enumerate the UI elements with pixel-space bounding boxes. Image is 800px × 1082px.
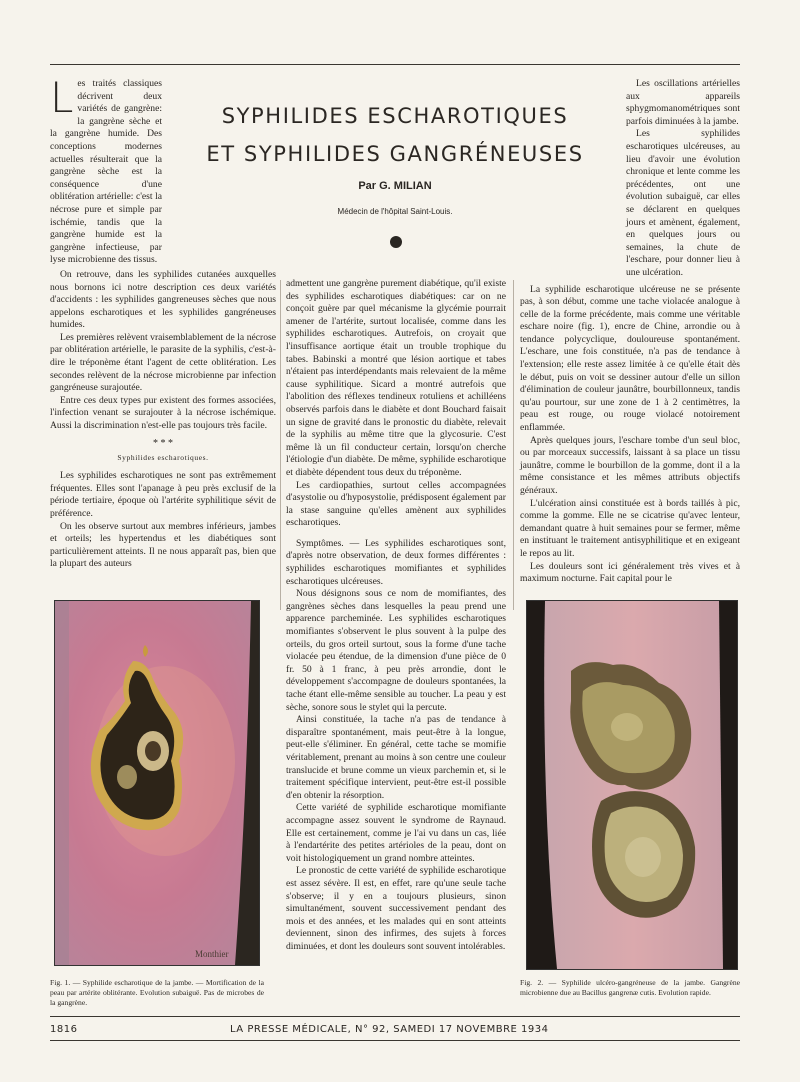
paragraph: Après quelques jours, l'eschare tombe d'un seul bloc, ou par morceaux successifs, laissant à sa place un tissu jaunâtre, comme le bourbillon de la gomme, dont il a la même consistance et les mêmes attributs objectifs généraux.: [520, 434, 740, 496]
col3-top-block: [626, 78, 740, 280]
paragraph: Les syphilides escharotiques ulcéreuses, au lieu d'avoir une évolution chronique et lente comme les précédentes, ont une évolution subaiguë, car elles se déclarent en quelques jours et amènent, également, en quelques jours ou semaines, la chute de l'eschare, pour donner lieu à une ulcération.: [626, 128, 740, 278]
column-2: [286, 278, 506, 953]
footer: [50, 1024, 740, 1035]
paragraph: On retrouve, dans les syphilides cutanées auxquelles nous bornons ici notre description ces deux variétés d'accidents : les syphilides gangreneuses sèches que nous appelons escharotiques et les syphilides gangréneuses humides.: [50, 268, 276, 331]
paragraph: Les cardiopathies, surtout celles accompagnées d'asystolie ou d'hyposystolie, prédisposent également par la stase sanguine qu'elles amènent aux syphilides escharotiques.: [286, 479, 506, 529]
figure-1-image: [54, 600, 260, 966]
paragraph: Symptômes. — Les syphilides escharotiques sont, d'après notre observation, de deux formes différentes : syphilides escharotiques momifiantes et syphilides escharotiques ulcéreuses.: [286, 537, 506, 587]
paragraph: Les oscillations artérielles aux appareils sphygmomanométriques sont parfois diminuées à la jambe.: [626, 78, 740, 127]
title-line-2: ET SYPHILIDES GANGRÉNEUSES: [206, 142, 584, 166]
figure-2-image: [526, 600, 738, 970]
paragraph: Entre ces deux types pur existent des formes associées, l'infection venant se surajouter à la nécrose ischémique. Aussi la discrimination n'est-elle pas toujours très facile.: [50, 394, 276, 432]
column-rule: [280, 280, 281, 610]
paragraph: Cette variété de syphilide escharotique momifiante accompagne assez souvent le syndrome de Raynaud. Elle est certainement, comme je l'ai vu dans un cas, liée à l'endartérite des petites artérioles de la peau, dont on voit histologiquement un grand nombre atteintes.: [286, 802, 506, 864]
dropcap: L: [50, 73, 74, 122]
author: Par G. MILIAN: [358, 180, 432, 192]
top-rule: [50, 64, 740, 65]
paragraph: Ainsi constituée, la tache n'a pas de tendance à disparaître spontanément, mais peut-être à la longue, peut-elle s'éliminer. En général, cette tache se momifie véritablement, prenant au moins à son centre une couleur translucide et brune comme un vieux parchemin et, si le traitement spécifique intervient, peut-être est-il possible d'en obtenir la résorption.: [286, 714, 506, 801]
figure-1-signature: Monthier: [195, 949, 229, 959]
title-line-1: SYPHILIDES ESCHAROTIQUES: [221, 104, 569, 128]
footer-rule-bottom: [50, 1040, 740, 1041]
column-rule: [513, 280, 514, 610]
figure-1-illustration: [55, 601, 259, 965]
section-heading: Syphilides escharotiques.: [117, 452, 209, 462]
affiliation: Médecin de l'hôpital Saint-Louis.: [337, 207, 453, 216]
paragraph: Les syphilides escharotiques ne sont pas extrêmement fréquentes. Elles sont l'apanage à peu près exclusif de la période tertiaire, époque où l'artérite syphilitique sévit de préférence.: [50, 470, 276, 519]
paragraph: Nous désignons sous ce nom de momifiantes, des gangrènes sèches dans lesquelles la peau prend une apparence parcheminée. Les syphilides escharotiques momifiantes s'observent le plus souvent à la pulpe des orteils, du gros orteil surtout, sous la forme d'une tache violacée peu étendue, de la dimension d'une pièce de 0 fr. 50 à 1 franc, à peu près arrondie, dont le développement s'accompagne de douleurs spontanées, la tache étant elle-même sensible au toucher. La peau y est sèche, sonore sous le stylet qui la percute.: [286, 588, 506, 713]
page-number: 1816: [50, 1024, 78, 1035]
section-stars: * * *: [153, 437, 173, 449]
figure-2-caption: Fig. 2. — Syphilide ulcéro-gangréneuse de la jambe. Gangrène microbienne due au Bacillus gangrenæ cutis. Evolution rapide.: [520, 978, 740, 997]
figure-1-caption: Fig. 1. — Syphilide escharotique de la jambe. — Mortification de la peau par artérite oblitérante. Evolution subaiguë. Pas de microbes de la gangrène.: [50, 978, 264, 1007]
figure-2-illustration: [527, 601, 737, 969]
paragraph: Les douleurs sont ici généralement très vives et à maximum nocturne. Fait capital pour le: [520, 560, 740, 585]
paragraph: On les observe surtout aux membres inférieurs, jambes et orteils; les hypertendus et les diabétiques sont particulièrement atteints. Il ne nous apparaît pas, bien que la plupart des auteurs: [50, 520, 276, 570]
journal-info: LA PRESSE MÉDICALE, N° 92, SAMEDI 17 NOVEMBRE 1934: [230, 1024, 549, 1035]
footer-rule-top: [50, 1016, 740, 1017]
paragraph: admettent une gangrène purement diabétique, qu'il existe des syphilides escharotiques diabétiques: car on ne conçoit guère par quel mécanisme la glycémie pourrait amener de l'artérite, surtout localisée, comme dans les syphilides escharotiques. Autrefois, on croyait que l'insuffisance aortique était un trouble trophique du tabes. Babinski a montré que lésion aortique et tabes n'étaient pas interdépendants mais relevaient de la même cause syphilitique. Sicard a montré autrefois que l'abolition des réflexes tendineux rotuliens et achilléens observés parfois dans le diabète et dont Bouchard faisait un signe de gravité dans le pronostic du diabète, relevait de la syphilis au même titre que la glycosurie. C'est même là un fil conducteur certain, lorsqu'on cherche l'étiologie d'un diabète. De même, syphilide escharotique et diabète dépendent tous deux du tréponème.: [286, 278, 506, 478]
column-1: [50, 73, 276, 571]
title-bullet-icon: [390, 236, 402, 248]
intro-block: [50, 73, 162, 267]
column-3: [520, 78, 740, 586]
intro-paragraph: es traités classiques décrivent deux variétés de gangrène: la gangrène sèche et la gangrène humide. Des conceptions modernes actuelles résulterait que la gangrène sèche est la conséquence d'une oblitération artérielle: c'est la nécrose pure et simple par ischémie, tandis que la gangrène humide est la gangrène infectieuse, par lyse microbienne des tissus.: [50, 78, 162, 266]
paragraph: La syphilide escharotique ulcéreuse ne se présente pas, à son début, comme une tache violacée analogue à celle de la forme précédente, mais comme une véritable eschare noire (fig. 1), encre de Chine, arrondie ou à tendance polycyclique, douloureuse spontanément. L'eschare, une fois constituée, n'a pas de tendance à l'extension; elle reste assez limitée à ce qu'elle était dès le début, puis on voit se dessiner autour d'elle un sillon d'élimination de couleur jaunâtre, bourbillonneux, tandis qu'au pourtour, sur une zone de 1 à 2 centimètres, la peau est rouge, ou rouge violacé notoirement enflammée.: [520, 283, 740, 434]
paragraph: Les premières relèvent vraisemblablement de la nécrose par oblitération artérielle, le parasite de la syphilis, c'est-à-dire le tréponème étant l'agent de cette oblitération. Les secondes relèvent de la nécrose microbienne par infection gangréneuse surajoutée.: [50, 331, 276, 394]
paragraph: L'ulcération ainsi constituée est à bords taillés à pic, comme la gomme. Elle ne se cicatrise qu'avec lenteur, demandant quatre à huit semaines pour se fermer, même en instituant le traitement antisyphilitique et en exigeant le repos au lit.: [520, 497, 740, 559]
paragraph: Le pronostic de cette variété de syphilide escharotique est assez sévère. Il est, en effet, rare qu'une seule tache s'observe; il y en a toujours plusieurs, sinon simultanément, souvent successivement pendant des mois et des années, et les malades qui en sont atteints deviennent, sinon des infirmes, des sujets à forces diminuées, et dont les douleurs sont souvent intolérables.: [286, 865, 506, 952]
